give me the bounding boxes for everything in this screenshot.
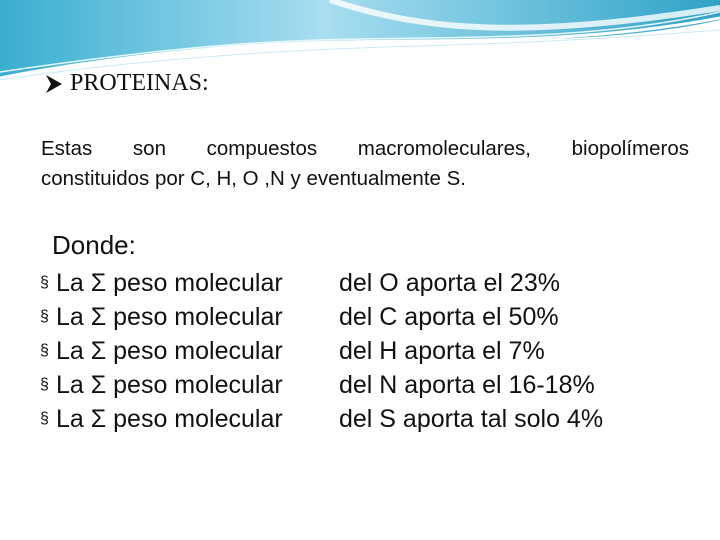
list-item-left: La Σ peso molecular (56, 302, 283, 331)
list-item-right: del O aporta el 23% (339, 268, 560, 297)
arrow-bullet-icon (44, 74, 64, 94)
list-item-left: La Σ peso molecular (56, 336, 283, 365)
list-item (40, 266, 603, 300)
intro-word: compuestos (206, 137, 318, 160)
slide-heading (44, 70, 209, 97)
heading-title: PROTEINAS: (70, 70, 209, 96)
square-bullet-icon: § (40, 342, 49, 359)
intro-word: Estas (41, 137, 93, 160)
intro-word: son (132, 137, 166, 160)
list-item-right: del C aporta el 50% (339, 302, 559, 331)
intro-word: macromoleculares, (357, 137, 531, 160)
list-item (40, 368, 603, 402)
list-item (40, 300, 603, 334)
list-item-right: del N aporta el 16-18% (339, 370, 595, 399)
square-bullet-icon: § (40, 274, 49, 291)
list-item-right: del H aporta el 7% (339, 336, 545, 365)
square-bullet-icon: § (40, 410, 49, 427)
intro-paragraph (41, 134, 689, 194)
list-item-left: La Σ peso molecular (56, 268, 283, 297)
intro-word: biopolímeros (571, 137, 689, 160)
square-bullet-icon: § (40, 376, 49, 393)
list-item-right: del S aporta tal solo 4% (339, 404, 604, 433)
decorative-header-banner (0, 0, 720, 80)
list-item (40, 334, 603, 368)
intro-line2: constituidos por C, H, O ,N y eventualmente S. (41, 167, 466, 190)
donde-label: Donde: (52, 230, 136, 260)
list-item (40, 402, 603, 436)
list-item-left: La Σ peso molecular (56, 370, 283, 399)
list-item-left: La Σ peso molecular (56, 404, 283, 433)
square-bullet-icon: § (40, 308, 49, 325)
composition-list (40, 266, 603, 436)
